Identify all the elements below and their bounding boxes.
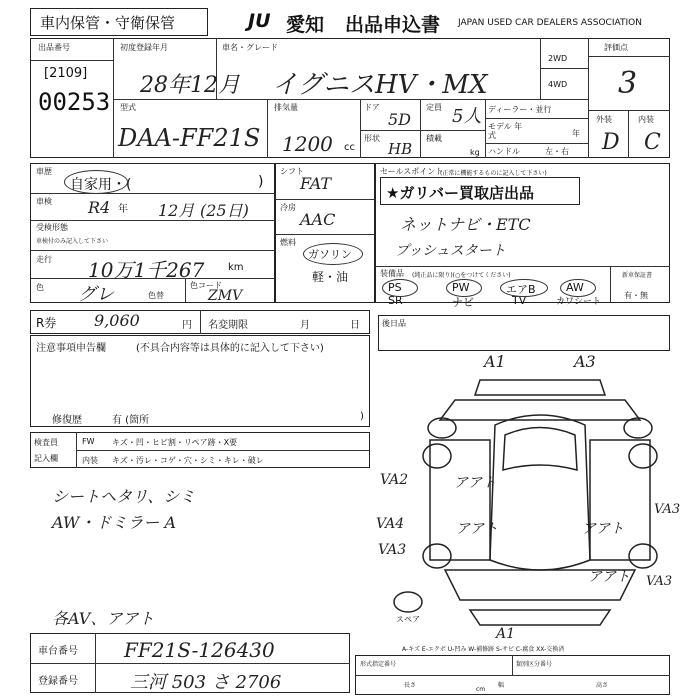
model-year-label: モデル 年式 <box>488 122 523 140</box>
load-unit: kg <box>470 148 480 157</box>
interior-value: C <box>644 130 661 155</box>
inspector-note-2: AW・ドミラー A <box>52 513 176 532</box>
shift-label: シフト <box>280 167 304 176</box>
acceptance-note: 車検付のみ記入して下さい <box>36 238 109 245</box>
mark-a1-top: A1 <box>484 352 506 371</box>
drive-4wd: 4WD <box>548 80 568 89</box>
equip-leather: カワシート <box>556 297 602 307</box>
displacement-unit: cc <box>344 142 355 153</box>
inspector-fw-text: キズ・凹・ヒビ割・リペア跡・X要 <box>112 438 238 447</box>
name-change-month: 月 <box>300 320 310 331</box>
fuel-label: 燃料 <box>280 238 296 247</box>
inspector-int-label: 内装 <box>82 456 98 465</box>
equip-sr: SR <box>388 294 403 307</box>
lot-label: 出品番号 <box>38 43 70 52</box>
inspector-label: 検査員 <box>34 438 58 447</box>
shape-label: 形状 <box>364 134 380 143</box>
mark-paint-1: アアト <box>454 475 496 491</box>
mileage-value: 10万1千267 <box>88 258 205 282</box>
org-name: 愛知 <box>286 14 325 36</box>
fuel-circle <box>303 243 363 265</box>
repair-label: 修復歴 <box>52 415 82 426</box>
inspection-year: 年 <box>118 204 128 215</box>
rear-goods-box <box>378 315 670 351</box>
lot-number: 00253 <box>38 88 111 116</box>
mark-paint-3: アアト <box>582 521 624 537</box>
mark-a1-bottom: A1 <box>496 626 516 642</box>
class-number-label: 類別区分番号 <box>516 661 553 668</box>
equip-aw: AW <box>566 281 584 294</box>
fuel-diesel: 軽・油 <box>312 270 349 284</box>
chassis-value: FF21S-126430 <box>124 638 275 662</box>
acceptance-label: 受検形態 <box>36 223 68 232</box>
color-label: 色 <box>36 283 44 292</box>
drive-2wd: 2WD <box>548 54 568 63</box>
ju-logo: JU <box>248 10 271 32</box>
capacity-value: 5人 <box>452 106 482 127</box>
diagram-legend: A-キズ E-エクボ U-凹み W-補修跡 S-サビ C-腐食 XX-交換済 <box>402 646 565 653</box>
rear-goods-label: 後日品 <box>382 319 406 328</box>
chassis-label: 車台番号 <box>38 646 78 657</box>
sales-line1: ネットナビ・ETC <box>400 215 531 234</box>
inspector-note-3: 各AV、アアト <box>52 609 155 628</box>
color-value: グレ <box>78 284 114 305</box>
color-grade-label: 色替 <box>148 291 164 300</box>
model-year-suffix: 年 <box>572 129 580 138</box>
equip-navi: ナビ <box>452 296 474 309</box>
equip-ps: PS <box>388 281 402 294</box>
model-value: DAA-FF21S <box>118 124 261 152</box>
mark-va4: VA4 <box>376 516 405 532</box>
recycle-yen: 円 <box>182 320 192 331</box>
mark-va3-right-1: VA3 <box>654 502 681 517</box>
inspector-note-1: シートヘタリ、シミ <box>52 487 196 506</box>
color-code-label: 色コード <box>190 281 222 290</box>
storage-label: 車内保管・守衛保管 <box>40 14 176 32</box>
car-name-value: イグニスHV・MX <box>272 70 488 100</box>
equip-pw: PW <box>452 281 470 294</box>
shape-value: HB <box>388 140 413 158</box>
mark-paint-4: アアト <box>588 569 630 585</box>
notes-label: 注意事項申告欄 <box>36 343 106 354</box>
sales-line2: プッシュスタート <box>395 243 506 259</box>
circle-aw <box>560 279 596 297</box>
warranty-label: 新車保証書 <box>622 272 653 279</box>
history-value: 自家用・( <box>70 177 132 193</box>
circle-airbag <box>500 279 548 297</box>
recycle-value: 9,060 <box>94 311 140 330</box>
inspector-entry: 記入欄 <box>34 454 58 463</box>
color-code-value: ZMV <box>208 288 243 304</box>
registration-label: 登録番号 <box>38 676 78 687</box>
equipment-note: (純正品に限り)(○をつけてください) <box>412 272 511 279</box>
height-label: 高さ <box>596 682 609 689</box>
displacement-value: 1200 <box>282 132 333 156</box>
handle-label: ハンドル <box>488 147 520 156</box>
capacity-label: 定員 <box>426 103 442 112</box>
inspection-label: 車検 <box>36 197 52 206</box>
dealer-label: ディーラー・並行 <box>488 105 552 114</box>
repair-options: 有 (箇所 <box>112 415 150 426</box>
warranty-options: 有・無 <box>624 291 648 300</box>
width-label: 幅 <box>498 682 505 689</box>
spare-label: スペア <box>396 615 420 624</box>
mark-va2: VA2 <box>380 472 409 488</box>
form-model-label: 形式指定番号 <box>360 661 397 668</box>
registration-value: 三河 503 さ 2706 <box>130 672 282 693</box>
mark-va3-left: VA3 <box>378 542 407 558</box>
notes-note: (不具合内容等は具体的に記入して下さい) <box>136 343 324 354</box>
load-label: 積載 <box>426 134 442 143</box>
equip-airbag: エアB <box>506 283 536 296</box>
history-label: 車歴 <box>36 167 52 176</box>
history-close: ) <box>258 174 264 190</box>
interior-label: 内装 <box>638 115 654 124</box>
equipment-label: 装備品 <box>380 269 404 278</box>
name-change-day: 日 <box>350 320 360 331</box>
sales-note: (正常に機能するものに記入して下さい) <box>440 170 547 177</box>
inspector-int-text: キズ・汚レ・コゲ・穴・シミ・キレ・破レ <box>112 456 264 465</box>
car-name-label: 車名・グレード <box>222 43 278 52</box>
form-title: 出品申込書 <box>345 14 441 36</box>
inspection-era: R4 <box>88 198 111 217</box>
handle-options: 左・右 <box>545 147 569 156</box>
mark-paint-2: アアト <box>456 521 498 537</box>
length-label: 長さ <box>404 682 417 689</box>
circle-pw <box>446 279 482 297</box>
exterior-value: D <box>602 130 620 155</box>
mark-a3-top: A3 <box>574 352 596 371</box>
mileage-label: 走行 <box>36 255 52 264</box>
sales-banner: ★ガリバー買取店出品 <box>386 184 534 202</box>
exterior-label: 外装 <box>596 115 612 124</box>
doors-value: 5D <box>388 110 412 129</box>
name-change-label: 名変期限 <box>208 320 248 331</box>
circle-ps <box>382 279 418 297</box>
recycle-label: R券 <box>36 316 57 330</box>
model-label: 型式 <box>120 103 136 112</box>
first-reg-label: 初度登録年月 <box>120 43 168 52</box>
history-circle <box>64 170 128 194</box>
inspection-month: 12月 <box>158 201 195 220</box>
shift-value: FAT <box>300 174 332 193</box>
first-reg-value: 28年12月 <box>140 73 240 98</box>
association-name: JAPAN USED CAR DEALERS ASSOCIATION <box>458 18 642 28</box>
doors-label: ドア <box>364 103 380 112</box>
mark-va3-right-2: VA3 <box>646 574 673 589</box>
displacement-label: 排気量 <box>274 103 298 112</box>
fuel-value: ガソリン <box>308 248 352 261</box>
repair-close: ) <box>360 411 364 422</box>
lot-code: [2109] <box>44 66 88 81</box>
aircon-value: AAC <box>300 210 336 229</box>
grade-value: 3 <box>618 66 638 101</box>
inspector-fw-label: FW <box>82 437 95 446</box>
aircon-label: 冷房 <box>280 203 296 212</box>
grade-label: 評価点 <box>604 43 628 52</box>
length-unit: cm <box>476 686 486 693</box>
mileage-unit: km <box>228 262 244 273</box>
equip-tv: TV <box>512 294 527 307</box>
inspection-day: (25日) <box>200 201 249 220</box>
sales-label: セールスポイント <box>380 167 444 176</box>
